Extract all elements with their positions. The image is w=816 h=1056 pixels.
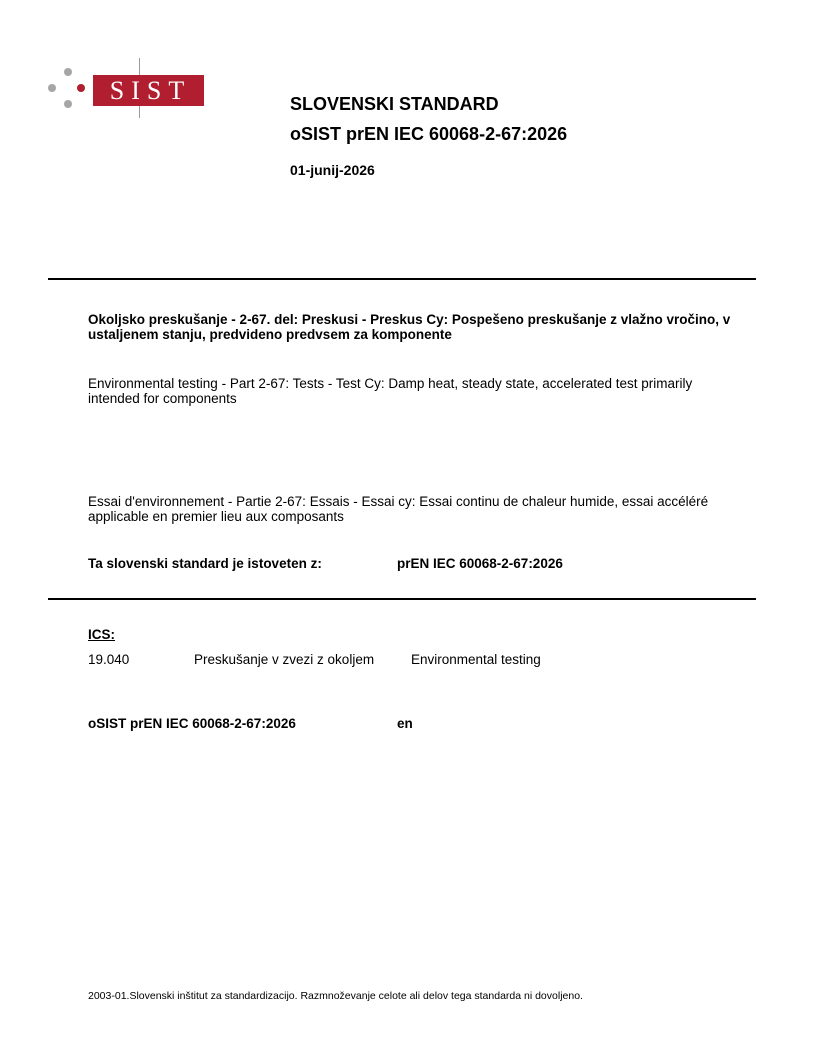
ics-code: 19.040 bbox=[88, 652, 130, 667]
logo-dot-icon bbox=[48, 84, 56, 92]
middle-divider bbox=[48, 598, 756, 600]
ics-english: Environmental testing bbox=[411, 652, 541, 667]
logo-wordmark: SIST bbox=[93, 75, 204, 106]
copyright-footer: 2003-01.Slovenski inštitut za standardizacijo. Razmnoževanje celote ali delov tega standarda ni dovoljeno. bbox=[88, 990, 583, 1002]
logo-dot-icon bbox=[64, 100, 72, 108]
title-french: Essai d'environnement - Partie 2-67: Essais - Essai cy: Essai continu de chaleur humide, essai accéléré applicable en premier lieu aux composants bbox=[88, 494, 709, 524]
ics-label: ICS: bbox=[88, 627, 115, 642]
top-divider bbox=[48, 278, 756, 280]
title-english: Environmental testing - Part 2-67: Tests - Test Cy: Damp heat, steady state, accelerated test primarily intended for components bbox=[88, 376, 693, 406]
logo-dot-icon bbox=[64, 68, 72, 76]
title-slovenian: Okoljsko preskušanje - 2-67. del: Preskusi - Preskus Cy: Pospešeno preskušanje z vlažno vročino, v ustaljenem stanju, predvideno predvsem za komponente bbox=[88, 312, 731, 342]
standard-code: oSIST prEN IEC 60068-2-67:2026 bbox=[88, 716, 296, 731]
publication-date: 01-junij-2026 bbox=[290, 162, 375, 178]
logo-dot-icon bbox=[77, 84, 85, 92]
identity-value: prEN IEC 60068-2-67:2026 bbox=[397, 556, 563, 571]
ics-slovenian: Preskušanje v zvezi z okoljem bbox=[194, 652, 375, 667]
identity-label: Ta slovenski standard je istoveten z: bbox=[88, 556, 322, 571]
standard-language: en bbox=[397, 716, 413, 731]
standard-heading: SLOVENSKI STANDARD bbox=[290, 94, 499, 114]
standard-number: oSIST prEN IEC 60068-2-67:2026 bbox=[290, 124, 568, 144]
